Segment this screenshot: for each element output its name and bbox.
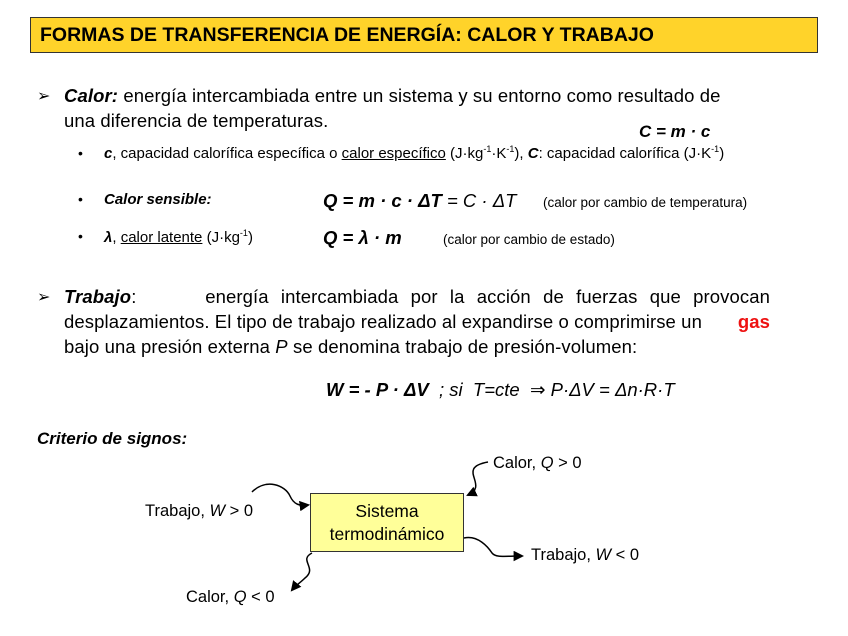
trabajo-definition-line1: Trabajo: energía intercambiada por la acción de fuerzas que provocan — [64, 286, 770, 307]
work-out-arrow — [464, 538, 522, 557]
symbol-c: c — [104, 145, 113, 162]
latent-heat-note: (calor por cambio de estado) — [443, 232, 615, 247]
work-in-label: Trabajo, W > 0 — [145, 502, 254, 520]
bullet-arrow-icon: ➢ — [37, 289, 51, 306]
capacity-text: : capacidad calorífica $(J\cdot K^{-1})$ — [538, 144, 725, 162]
latent-heat-formula: Q = λ · m — [323, 227, 402, 248]
work-formula: W = - P · ΔV ; si T=cte ⇒ P·ΔV = Δn·R·T — [326, 379, 675, 400]
trabajo-definition-line2: desplazamientos. El tipo de trabajo realizado al expandirse o comprimirse un gas — [64, 311, 770, 332]
page-title-text: FORMAS DE TRANSFERENCIA DE ENERGÍA: CALOR Y TRABAJO — [40, 23, 654, 46]
sensible-heat-note: (calor por cambio de temperatura) — [543, 195, 748, 210]
specific-heat-link[interactable]: calor específico — [341, 145, 446, 162]
system-box-line2: termodinámico — [329, 523, 445, 544]
trabajo-definition-line3: bajo una presión externa P se denomina trabajo de presión-volumen: — [64, 336, 638, 357]
latent-heat-line: λ, calor latente $(J\cdot kg^{-1})$ — [104, 228, 253, 246]
specific-heat-units: $(J\cdot kg^{-1}\cdot K^{-1})$, — [450, 144, 524, 162]
heat-in-label: Calor, Q > 0 — [493, 454, 582, 472]
calor-def-text1: energía intercambiada entre un sistema y su entorno como resultado de — [123, 85, 721, 106]
heat-out-arrow — [292, 553, 312, 590]
work-in-arrow — [252, 484, 308, 505]
bullet-dot-icon: • — [78, 191, 83, 207]
gas-highlight: gas — [737, 311, 770, 332]
trabajo-term: Trabajo — [64, 286, 132, 307]
latent-heat-link[interactable]: calor latente — [120, 229, 203, 246]
heat-out-label: Calor, Q < 0 — [186, 588, 275, 606]
calor-term: Calor: — [64, 85, 119, 106]
bullet-arrow-icon: ➢ — [37, 88, 51, 105]
symbol-C: C — [527, 145, 539, 162]
formula-capacity: C = m · c — [639, 122, 711, 141]
sensible-heat-formula: Q = m · c · ΔT = C · ΔT — [323, 190, 517, 211]
sensible-heat-label: Calor sensible: — [104, 191, 212, 208]
calor-definition-line2: una diferencia de temperaturas. — [64, 110, 329, 131]
work-out-label: Trabajo, W < 0 — [531, 546, 640, 564]
system-box-line1: Sistema — [355, 500, 419, 521]
criterio-heading: Criterio de signos: — [37, 429, 188, 448]
specific-heat-text: , capacidad calorífica específica o — [112, 145, 338, 162]
bullet-dot-icon: • — [78, 145, 83, 161]
bullet-dot-icon: • — [78, 228, 83, 244]
heat-in-arrow — [468, 462, 488, 495]
